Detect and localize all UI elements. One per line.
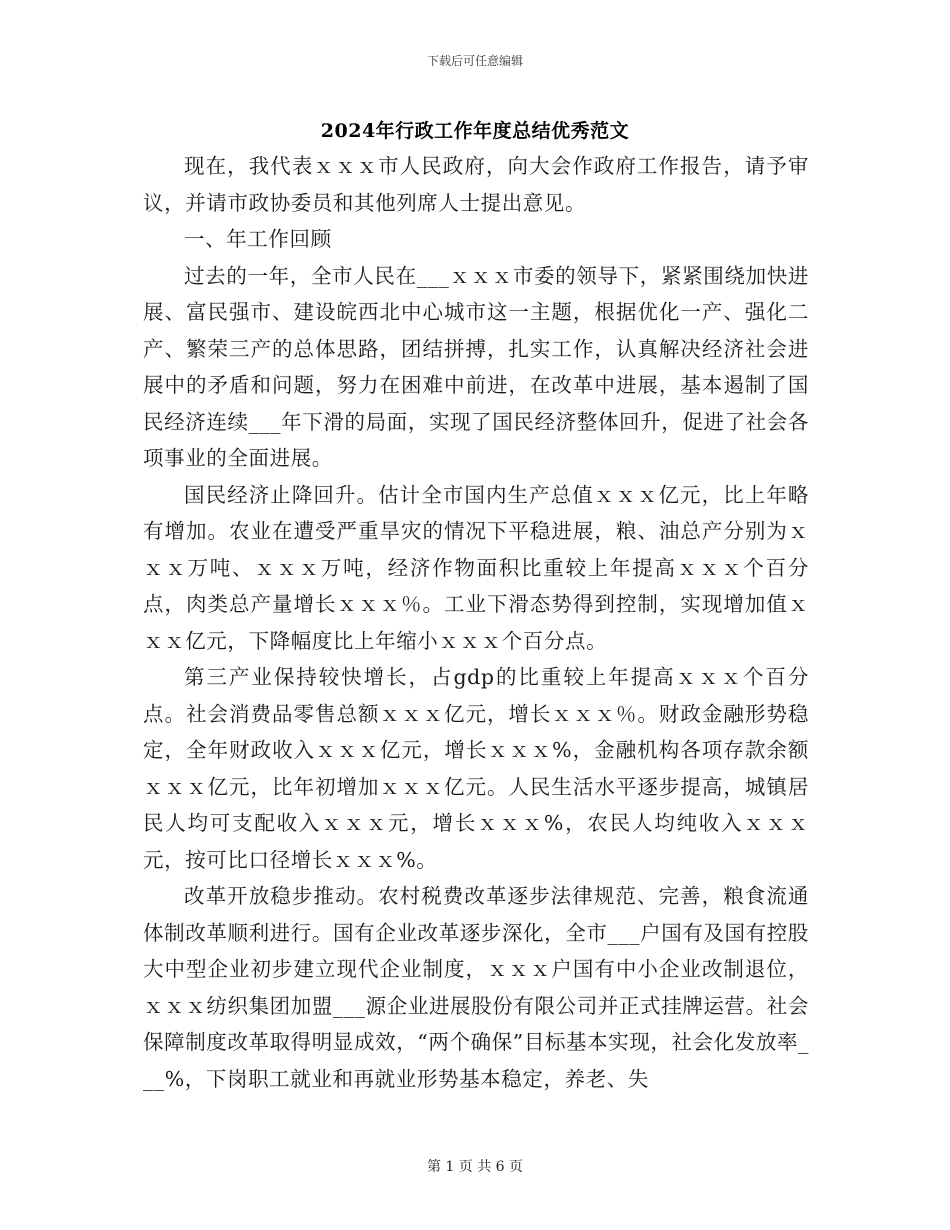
paragraph-overview: 过去的一年，全市人民在___ｘｘｘ市委的领导下，紧紧围绕加快进展、富民强市、建设皖西北中心城市这一主题，根据优化一产、强化二产、繁荣三产的总体思路，团结拼搏，扎实工作，认真解决经济社会进展中的矛盾和问题，努力在困难中前进，在改革中进展，基本遏制了国民经济连续___年下滑的局面，实现了国民经济整体回升，促进了社会各项事业的全面进展。 bbox=[143, 263, 809, 470]
paragraph-economy: 国民经济止降回升。估计全市国内生产总值ｘｘｘ亿元，比上年略有增加。农业在遭受严重旱灾的情况下平稳进展，粮、油总产分别为ｘｘｘ万吨、ｘｘｘ万吨，经济作物面积比重较上年提高ｘｘｘ个百分点，肉类总产量增长ｘｘｘ％。工业下滑态势得到控制，实现增加值ｘｘｘ亿元，下降幅度比上年缩小ｘｘｘ个百分点。 bbox=[143, 482, 809, 653]
paragraph-tertiary-industry: 第三产业保持较快增长，占gdp的比重较上年提高ｘｘｘ个百分点。社会消费品零售总额ｘｘｘ亿元，增长ｘｘｘ％。财政金融形势稳定，全年财政收入ｘｘｘ亿元，增长ｘｘｘ%，金融机构各项存款余额ｘｘｘ亿元，比年初增加ｘｘｘ亿元。人民生活水平逐步提高，城镇居民人均可支配收入ｘｘｘ元，增长ｘｘｘ%，农民人均纯收入ｘｘｘ元，按可比口径增长ｘｘｘ%。 bbox=[143, 665, 809, 872]
document-body bbox=[143, 148, 809, 1097]
page-header: 下载后可任意编辑 bbox=[426, 54, 523, 68]
section-heading-review: 一、年工作回顾 bbox=[184, 227, 332, 251]
document-title: 2024年行政工作年度总结优秀范文 bbox=[320, 120, 630, 142]
paragraph-reform: 改革开放稳步推动。农村税费改革逐步法律规范、完善，粮食流通体制改革顺利进行。国有企业改革逐步深化，全市___户国有及国有控股大中型企业初步建立现代企业制度，ｘｘｘ户国有中小企业改制退位，ｘｘｘ纺织集团加盟___源企业进展股份有限公司并正式挂牌运营。社会保障制度改革取得明显成效，“两个确保”目标基本实现，社会化发放率___%，下岗职工就业和再就业形势基本稳定，养老、失 bbox=[143, 884, 810, 1091]
paragraph-intro: 现在，我代表ｘｘｘ市人民政府，向大会作政府工作报告，请予审议，并请市政协委员和其他列席人士提出意见。 bbox=[143, 154, 809, 215]
page-number: 第 1 页 共 6 页 bbox=[426, 1159, 524, 1175]
